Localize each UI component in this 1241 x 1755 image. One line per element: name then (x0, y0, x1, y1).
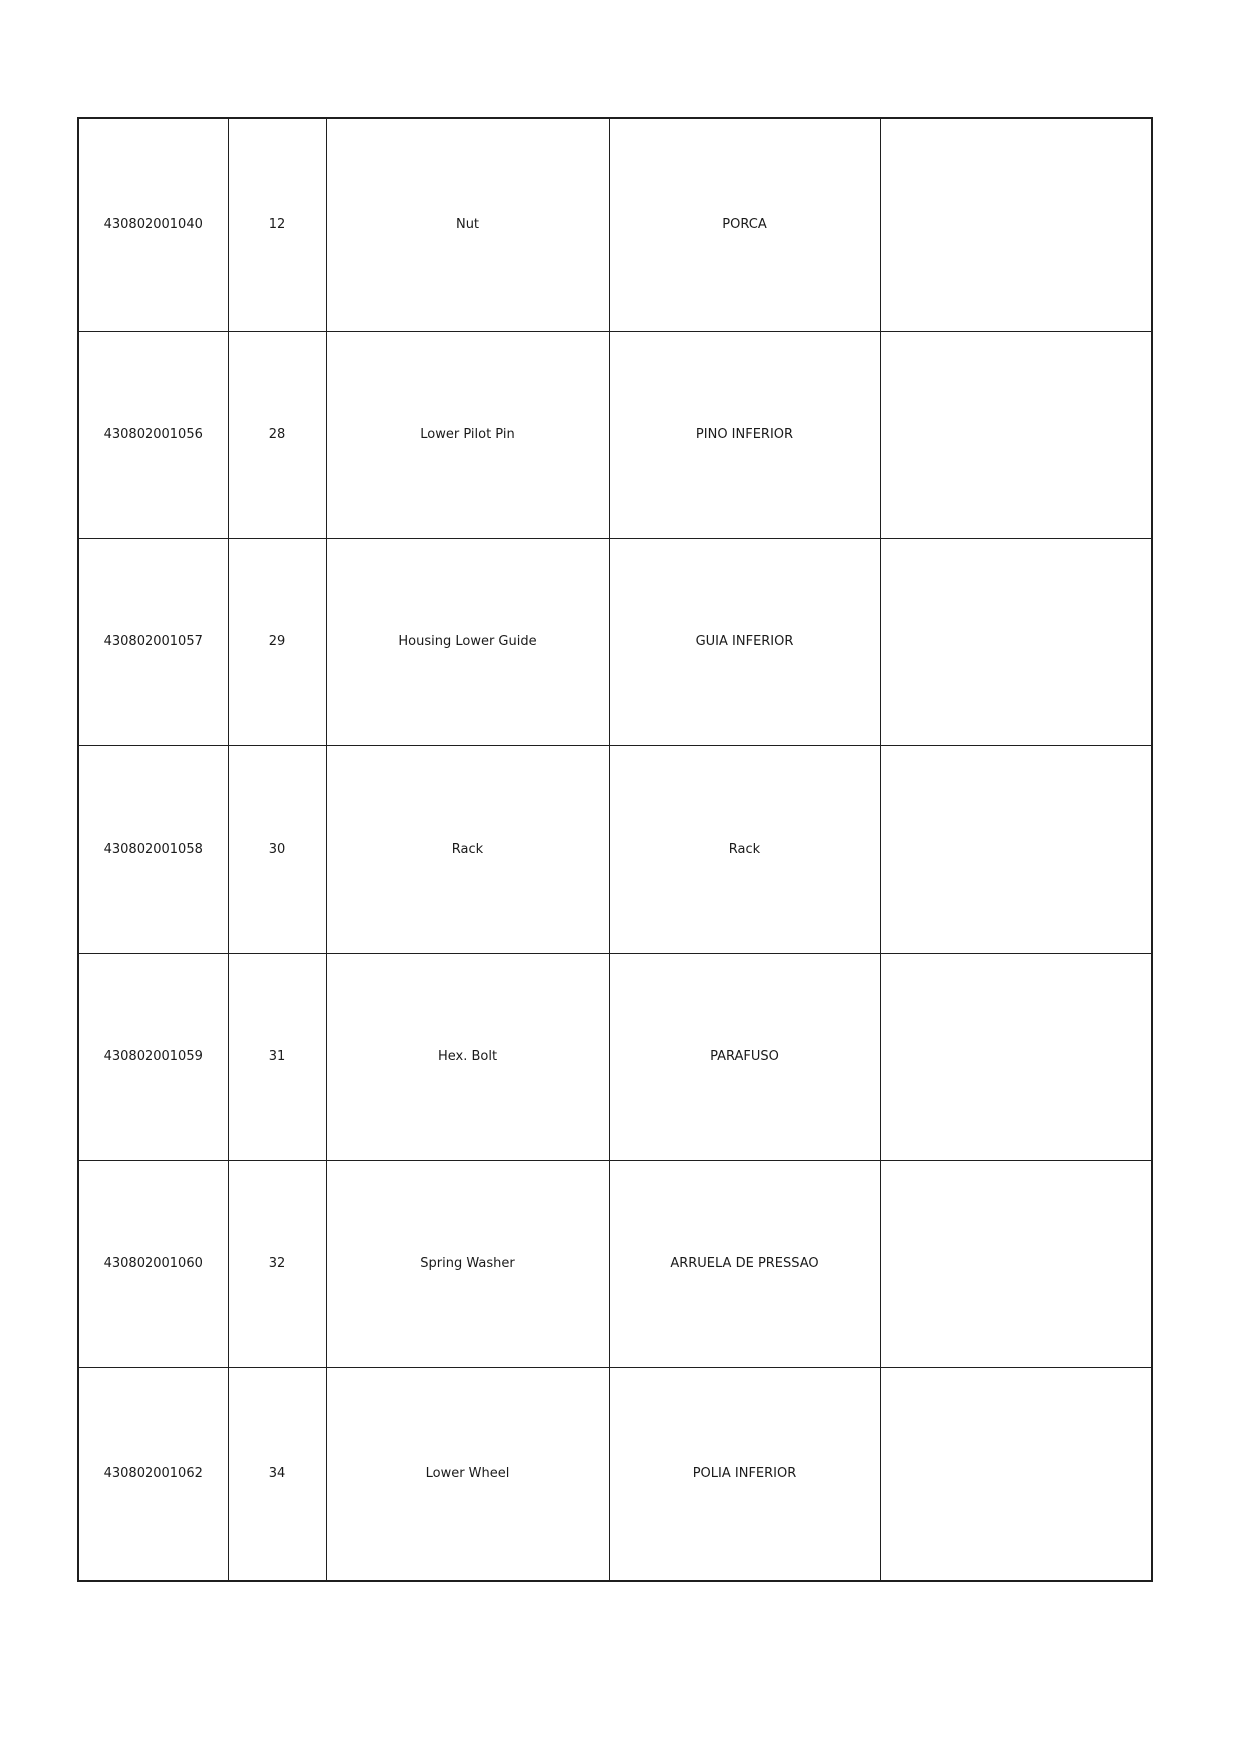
name-en-cell: Rack (326, 746, 609, 953)
table-row (78, 1367, 1152, 1581)
name-en-cell: Hex. Bolt (326, 953, 609, 1160)
name-pt-cell: POLIA INFERIOR (609, 1367, 880, 1581)
table-row (78, 331, 1152, 538)
name-en-cell: Lower Pilot Pin (326, 331, 609, 538)
table-row (78, 539, 1152, 746)
part-number-cell: 430802001060 (78, 1160, 228, 1367)
name-pt-cell: ARRUELA DE PRESSAO (609, 1160, 880, 1367)
notes-cell (880, 539, 1152, 746)
item-number-cell: 34 (228, 1367, 326, 1581)
name-pt-cell: PARAFUSO (609, 953, 880, 1160)
name-pt-cell: PINO INFERIOR (609, 331, 880, 538)
item-number-cell: 28 (228, 331, 326, 538)
table-row (78, 118, 1152, 331)
part-number-cell: 430802001058 (78, 746, 228, 953)
part-number-cell: 430802001057 (78, 539, 228, 746)
name-pt-cell: PORCA (609, 118, 880, 331)
item-number-cell: 32 (228, 1160, 326, 1367)
table-row (78, 746, 1152, 953)
parts-table (77, 117, 1153, 1582)
notes-cell (880, 1367, 1152, 1581)
part-number-cell: 430802001062 (78, 1367, 228, 1581)
name-en-cell: Nut (326, 118, 609, 331)
notes-cell (880, 331, 1152, 538)
name-en-cell: Spring Washer (326, 1160, 609, 1367)
item-number-cell: 30 (228, 746, 326, 953)
item-number-cell: 12 (228, 118, 326, 331)
name-en-cell: Housing Lower Guide (326, 539, 609, 746)
notes-cell (880, 1160, 1152, 1367)
name-pt-cell: Rack (609, 746, 880, 953)
part-number-cell: 430802001056 (78, 331, 228, 538)
notes-cell (880, 953, 1152, 1160)
notes-cell (880, 746, 1152, 953)
part-number-cell: 430802001059 (78, 953, 228, 1160)
table-row (78, 953, 1152, 1160)
notes-cell (880, 118, 1152, 331)
item-number-cell: 29 (228, 539, 326, 746)
table-row (78, 1160, 1152, 1367)
name-pt-cell: GUIA INFERIOR (609, 539, 880, 746)
item-number-cell: 31 (228, 953, 326, 1160)
part-number-cell: 430802001040 (78, 118, 228, 331)
name-en-cell: Lower Wheel (326, 1367, 609, 1581)
